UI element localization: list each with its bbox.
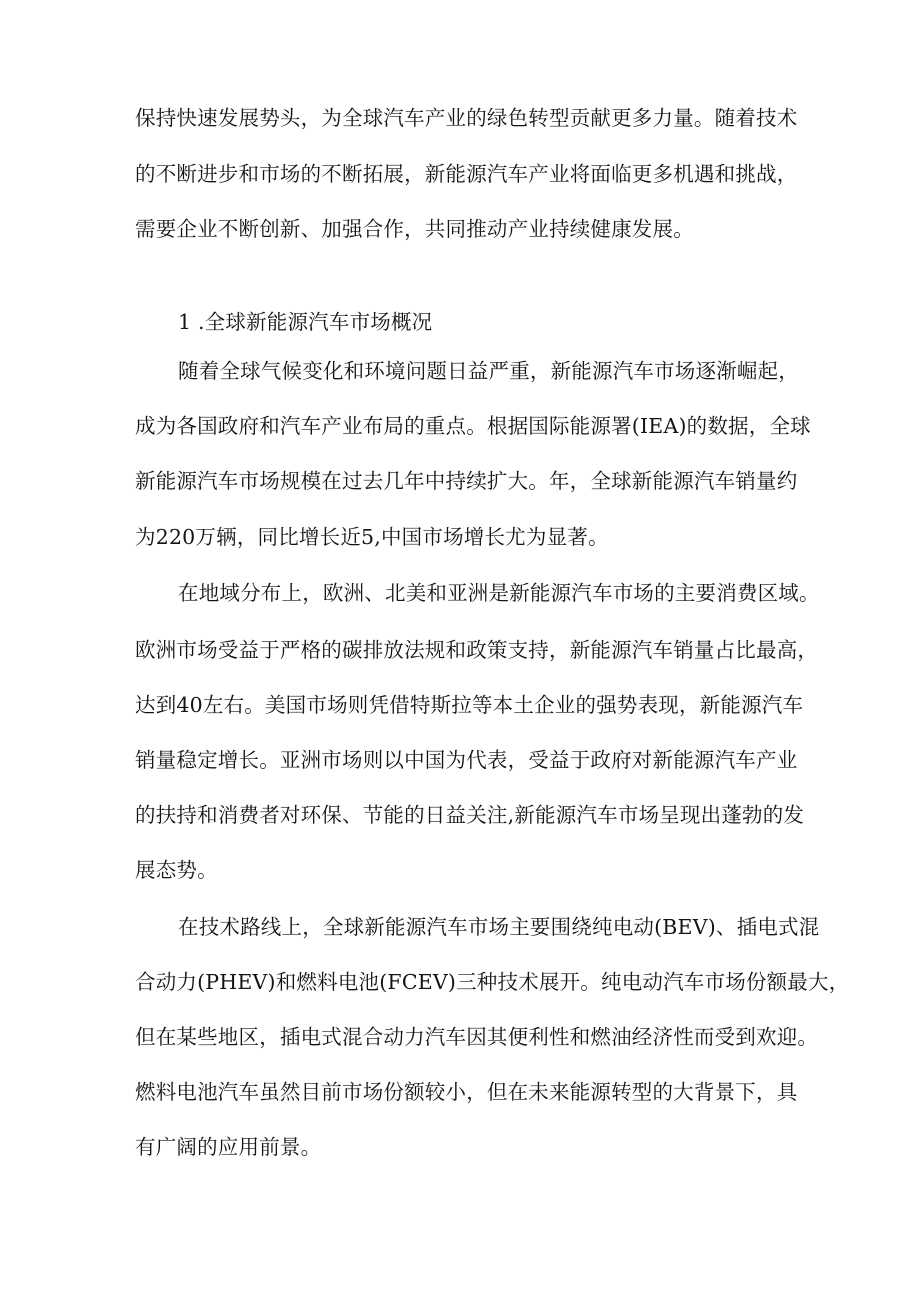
text-line: 的不断进步和市场的不断拓展，新能源汽车产业将面临更多机遇和挑战， [135,162,798,186]
text-line: 新能源汽车市场规模在过去几年中持续扩大。年，全球新能源汽车销量约 [135,469,798,493]
text-line: 在地域分布上，欧洲、北美和亚洲是新能源汽车市场的主要消费区域。 [178,581,820,605]
text-line: 成为各国政府和汽车产业布局的重点。根据国际能源署(IEA)的数据，全球 [135,414,811,438]
text-line: 有广阔的应用前景。 [135,1135,322,1159]
text-line: 需要企业不断创新、加强合作，共同推动产业持续健康发展。 [135,217,694,241]
section-heading: 1 .全球新能源汽车市场概况 [178,310,433,334]
text-line: 展态势。 [135,858,218,882]
text-line: 随着全球气候变化和环境问题日益严重，新能源汽车市场逐渐崛起， [178,359,799,383]
text-line: 燃料电池汽车虽然目前市场份额较小，但在未来能源转型的大背景下，具 [135,1080,798,1104]
text-line: 合动力(PHEV)和燃料电池(FCEV)三种技术展开。纯电动汽车市场份额最大， [135,970,850,994]
text-line: 欧洲市场受益于严格的碳排放法规和政策支持，新能源汽车销量占比最高， [135,638,819,662]
text-line: 在技术路线上，全球新能源汽车市场主要围绕纯电动(BEV)、插电式混 [178,915,820,939]
text-line: 但在某些地区，插电式混合动力汽车因其便利性和燃油经济性而受到欢迎。 [135,1025,819,1049]
text-line: 销量稳定增长。亚洲市场则以中国为代表，受益于政府对新能源汽车产业 [135,748,798,772]
text-line: 为220万辆，同比增长近5,中国市场增长尤为显著。 [135,525,609,549]
text-line: 的扶持和消费者对环保、节能的日益关注,新能源汽车市场呈现出蓬勃的发 [135,803,805,827]
text-line: 达到40左右。美国市场则凭借特斯拉等本土企业的强势表现，新能源汽车 [135,693,804,717]
text-line: 保持快速发展势头，为全球汽车产业的绿色转型贡献更多力量。随着技术 [135,106,798,130]
